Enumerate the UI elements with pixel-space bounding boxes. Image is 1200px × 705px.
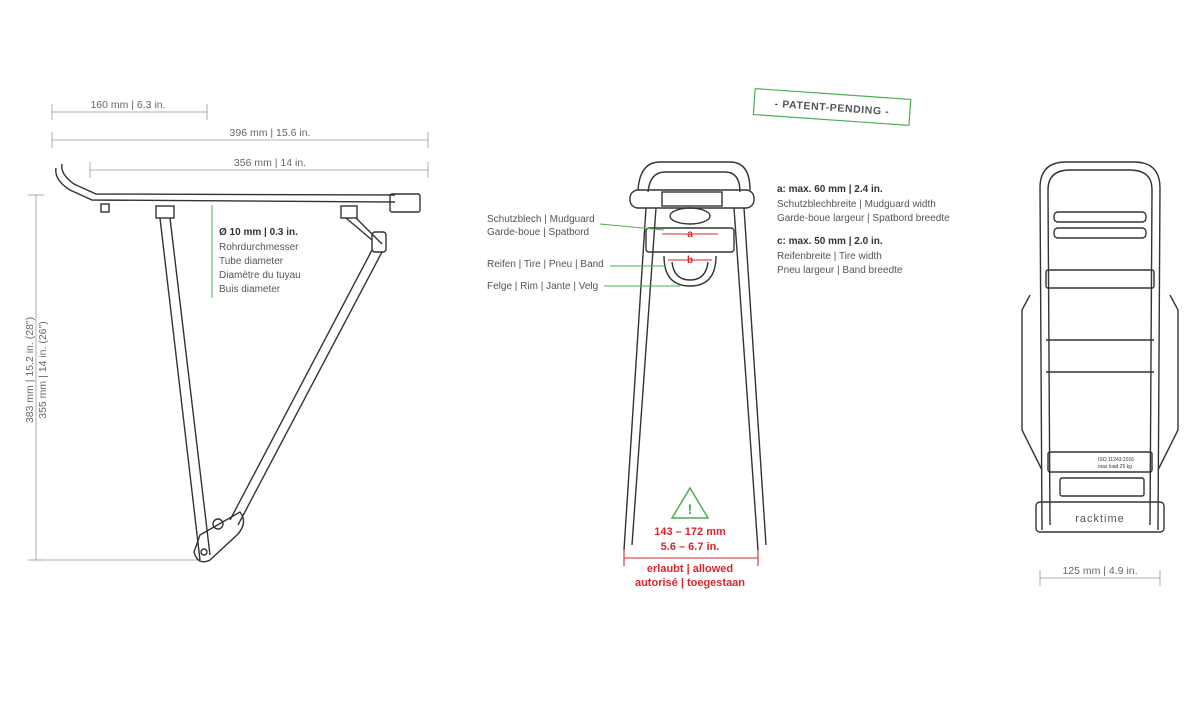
width-letter-b: b xyxy=(686,255,694,266)
spec-a-line1: Schutzblechbreite | Mudguard width xyxy=(777,199,936,210)
dim-356-label: 356 mm | 14 in. xyxy=(233,157,307,169)
iso-label-1: ISO 11243:2016 xyxy=(1098,457,1135,463)
allowed-label-1: erlaubt | allowed xyxy=(646,563,734,575)
dim-160-label: 160 mm | 6.3 in. xyxy=(90,99,166,111)
tube-label-de: Rohrdurchmesser xyxy=(219,242,299,253)
dim-396-label: 396 mm | 15.6 in. xyxy=(229,127,311,139)
front-view xyxy=(487,89,950,589)
allowed-label-2: autorisé | toegestaan xyxy=(634,577,746,589)
iso-label-2: max load 25 kg xyxy=(1098,464,1132,470)
width-letter-a: a xyxy=(687,229,693,240)
side-view xyxy=(24,99,428,562)
tire-label: Reifen | Tire | Pneu | Band xyxy=(487,259,604,270)
top-view xyxy=(1022,162,1178,586)
tube-label-fr: Diamètre du tuyau xyxy=(219,270,301,281)
patent-pending-badge xyxy=(753,89,910,126)
allowed-width-mm: 143 – 172 mm xyxy=(654,526,726,538)
tube-diameter-title: Ø 10 mm | 0.3 in. xyxy=(219,227,298,238)
rack-side-silhouette xyxy=(56,164,420,562)
rim-label: Felge | Rim | Jante | Velg xyxy=(487,281,599,292)
dim-125-label: 125 mm | 4.9 in. xyxy=(1062,565,1138,577)
spec-c-line2: Pneu largeur | Band breedte xyxy=(777,265,903,276)
allowed-width-in: 5.6 – 6.7 in. xyxy=(660,541,720,553)
spec-a-title: a: max. 60 mm | 2.4 in. xyxy=(777,184,883,195)
tube-label-nl: Buis diameter xyxy=(219,284,281,295)
rack-front-silhouette xyxy=(624,162,766,550)
dim-355-label: 355 mm | 14 in. (26") xyxy=(37,321,49,419)
spec-c-line1: Reifenbreite | Tire width xyxy=(777,251,882,262)
brand-logo: racktime xyxy=(1075,513,1125,525)
rack-top-silhouette xyxy=(1022,162,1178,532)
patent-pending-text: - PATENT-PENDING - xyxy=(774,98,890,118)
warning-triangle-icon xyxy=(672,488,708,518)
spec-a-line2: Garde-boue largeur | Spatbord breedte xyxy=(777,213,950,224)
dim-383-label: 383 mm | 15.2 in. (28") xyxy=(24,316,36,424)
mudguard-label-2: Garde-boue | Spatbord xyxy=(487,227,590,238)
tube-label-en: Tube diameter xyxy=(219,256,284,267)
mudguard-label-1: Schutzblech | Mudguard xyxy=(487,214,595,225)
spec-c-title: c: max. 50 mm | 2.0 in. xyxy=(777,236,883,247)
warning-symbol: ! xyxy=(687,501,693,517)
